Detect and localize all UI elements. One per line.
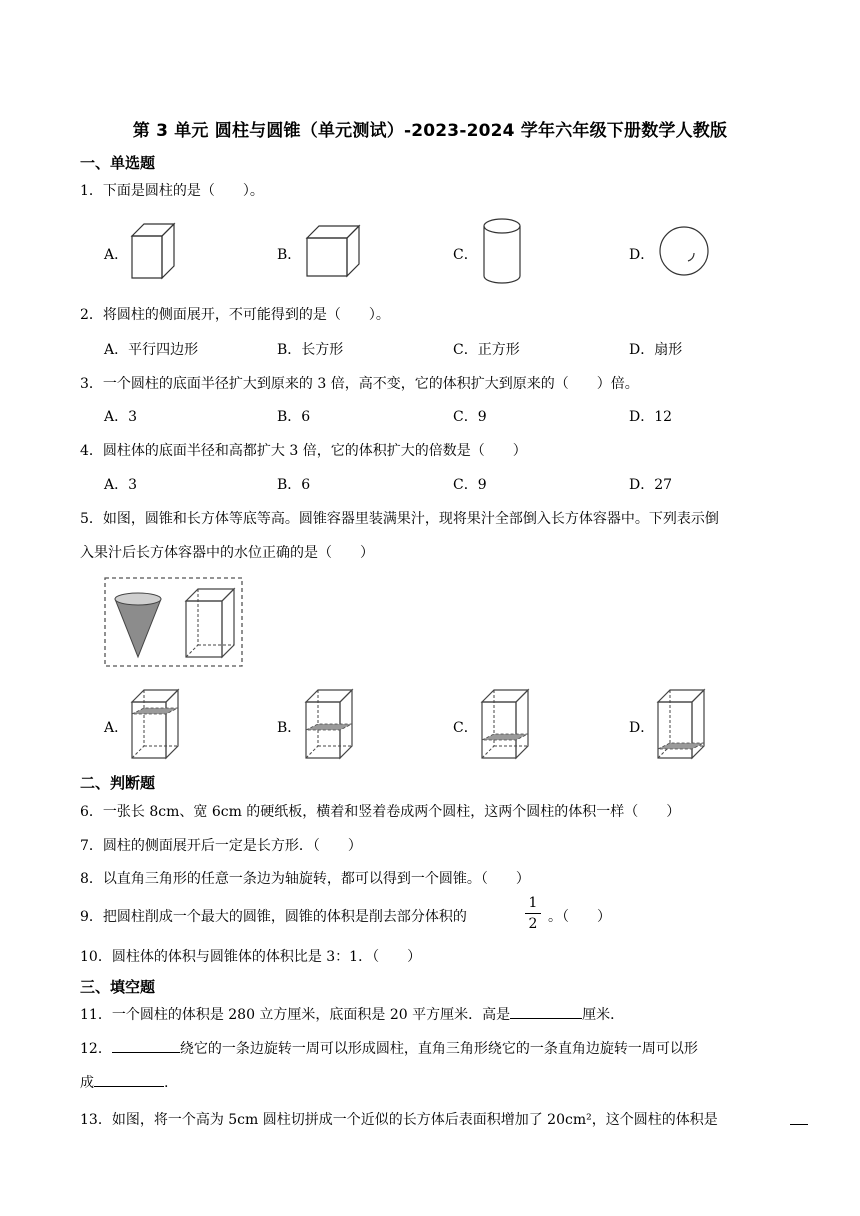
question-12-text-2: 成	[80, 1075, 94, 1091]
question-3: 3．一个圆柱的底面半径扩大到原来的 3 倍，高不变，它的体积扩大到原来的（ ）倍。	[80, 376, 639, 392]
question-5-line-1: 5．如图，圆锥和长方体等底等高。圆锥容器里装满果汁，现将果汁全部倒入长方体容器中。下列表示倒	[80, 511, 719, 527]
q3-option-a[interactable]: A．3	[104, 409, 138, 425]
question-1: 1．下面是圆柱的是（ ）。	[80, 183, 264, 199]
question-8: 8．以直角三角形的任意一条边为轴旋转，都可以得到一个圆锥。（ ）	[80, 871, 530, 887]
q4-option-b[interactable]: B．6	[277, 477, 311, 493]
q5-option-a[interactable]: A．	[104, 720, 129, 736]
q1-option-b[interactable]: B．	[277, 247, 302, 263]
section-true-false: 二、判断题	[80, 774, 156, 792]
fraction-one-half	[525, 894, 541, 933]
q11-answer-blank[interactable]	[510, 1004, 582, 1019]
question-13	[80, 1109, 718, 1129]
question-4: 4．圆柱体的底面半径和高都扩大 3 倍，它的体积扩大的倍数是（ ）	[80, 443, 527, 459]
sphere-figure	[656, 225, 712, 277]
question-12-text: 绕它的一条边旋转一周可以形成圆柱，直角三角形绕它的一条直角边旋转一周可以形	[179, 1041, 698, 1057]
cylinder-figure	[480, 216, 524, 286]
q3-option-b[interactable]: B．6	[277, 409, 311, 425]
q13-answer-blank[interactable]	[790, 1110, 808, 1125]
question-2: 2．将圆柱的侧面展开，不可能得到的是（ ）。	[80, 307, 390, 323]
q2-option-c[interactable]: C．正方形	[453, 342, 520, 358]
q5-option-a-cuboid	[130, 688, 180, 760]
question-11-text: 11．一个圆柱的体积是 280 立方厘米，底面积是 20 平方厘米．高是	[80, 1007, 511, 1023]
q1-option-d[interactable]: D．	[629, 247, 655, 263]
q12-answer-blank-1[interactable]	[112, 1038, 180, 1053]
section-fill-in-blank: 三、填空题	[80, 978, 156, 996]
fraction-denominator: 2	[528, 916, 538, 932]
question-9-text: 9．把圆柱削成一个最大的圆锥，圆锥的体积是削去部分体积的	[80, 909, 467, 925]
question-12-end: .	[164, 1075, 169, 1091]
page-title: 第 3 单元 圆柱与圆锥（单元测试）-2023-2024 学年六年级下册数学人教版	[132, 121, 728, 141]
q12-answer-blank-2[interactable]	[94, 1072, 164, 1087]
cone-and-cuboid-figure	[104, 577, 244, 669]
question-11-unit: 厘米．	[582, 1007, 625, 1023]
question-5-line-2: 入果汁后长方体容器中的水位正确的是（ ）	[80, 545, 374, 561]
q4-option-d[interactable]: D．27	[629, 477, 673, 493]
cuboid-figure	[130, 222, 176, 280]
section-single-choice: 一、单选题	[80, 154, 156, 172]
question-9-tail: 。（ ）	[548, 909, 611, 925]
question-12-line-1	[80, 1038, 698, 1058]
q2-option-a[interactable]: A．平行四边形	[104, 342, 199, 358]
q3-option-d[interactable]: D．12	[629, 409, 673, 425]
q5-option-b[interactable]: B．	[277, 720, 302, 736]
q1-option-a[interactable]: A．	[104, 247, 129, 263]
q5-option-b-cuboid	[304, 688, 354, 760]
q5-option-d[interactable]: D．	[629, 720, 655, 736]
q2-option-d[interactable]: D．扇形	[629, 342, 683, 358]
question-9	[80, 906, 467, 926]
q4-option-c[interactable]: C．9	[453, 477, 487, 493]
cube-figure	[305, 224, 361, 278]
question-12-number: 12．	[80, 1041, 112, 1057]
q5-option-d-cuboid	[656, 688, 706, 760]
question-7: 7．圆柱的侧面展开后一定是长方形．（ ）	[80, 838, 362, 854]
question-10: 10．圆柱体的体积与圆锥体的体积比是 3：1．（ ）	[80, 949, 422, 965]
q5-option-c-cuboid	[480, 688, 530, 760]
q5-option-c[interactable]: C．	[453, 720, 478, 736]
question-13-text: 13．如图，将一个高为 5cm 圆柱切拼成一个近似的长方体后表面积增加了 20cm²，这个圆柱的体积是	[80, 1112, 718, 1128]
q3-option-c[interactable]: C．9	[453, 409, 487, 425]
q4-option-a[interactable]: A．3	[104, 477, 138, 493]
question-12-line-2	[80, 1072, 168, 1092]
question-6: 6．一张长 8cm、宽 6cm 的硬纸板，横着和竖着卷成两个圆柱，这两个圆柱的体积一样（ ）	[80, 804, 681, 820]
fraction-numerator: 1	[528, 895, 538, 911]
q1-option-c[interactable]: C．	[453, 247, 478, 263]
q2-option-b[interactable]: B．长方形	[277, 342, 344, 358]
question-11	[80, 1004, 624, 1024]
